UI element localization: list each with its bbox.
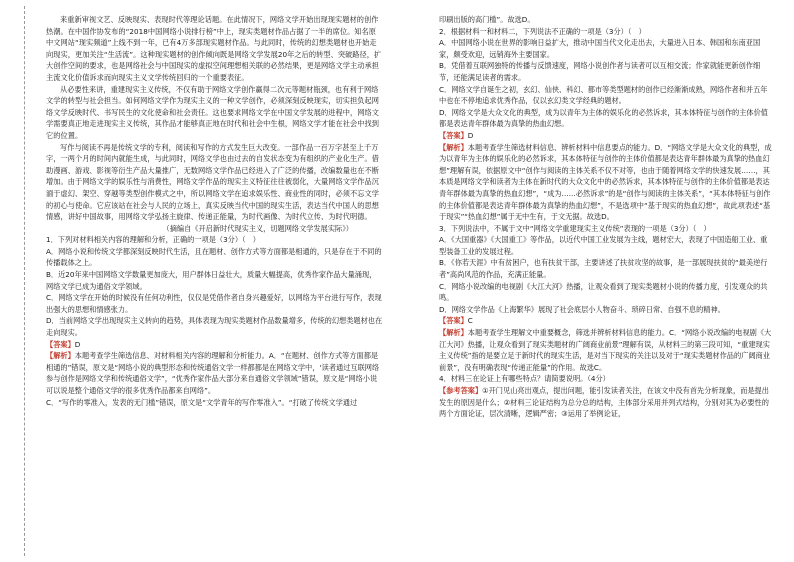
reference-answer-tag: 【参考答案】 [439, 386, 483, 395]
question-2-option-b: B．凭借着互联网独特的传播与反馈速度，网络小说创作者与读者可以互相交流；作家就能更新创作细节，还能满足读者的需求。 [439, 61, 761, 82]
question-3-explanation [439, 327, 772, 373]
explanation-text-1: 本题考查学生筛选信息、对材料相关内容的理解和分析能力。A．“在题材、创作方式等方面都是相通的”错误，原文是“网络小说的典型形态和传统通俗文学一样都都是在网络文学中，‘读者通过互联网络参与创作是网络文学和传统通俗文学”，“优秀作家作品大部分来自通俗文学领域”错误，原文是“网络小说可以说是整个通俗文学的很多优秀作品都来自网络”。 [46, 351, 380, 395]
question-3-option-d: D．网络文学作品《上海繁华》展现了社会底层小人物奋斗、琐碎日常、自强不息的精神。 [439, 304, 725, 314]
question-1-option-b: B．近20年来中国网络文学数量更加庞大，用户群体日益壮大，质量大幅提高，优秀作家作品大量涌现，网络文学已成为通俗文学领域。 [46, 270, 377, 291]
passage-paragraph-3: 写作与阅读不再是传统文学的专利，阅读和写作的方式发生巨大改变。一部作品一百万字甚至上千万字，一两个月的时间内就能生成，与此同时，网络文学也由过去的自发状态变为有组织的产业化生产。借助漫画、游戏、影视等衍生产品大量推广，无数网络文学作品已经进入了广泛的传播，改编数量也在不断增加。由于网络文学的娱乐性与消费性，网络文学作品的现实主义特征往往被弱化，大量网络文学作品沉湎于虚幻、架空、穿越等类型创作模式之中，所以网络文学在追求娱乐性、商业性的同时，必须不忘文学的初心与使命。它应该站在社会与人民的立场上，真实反映当代中国的现实生活，表达当代中国人的思想情感，讲好中国故事，用网络文学弘扬主旋律、传递正能量，为时代画像、为时代立传、为时代明德。 [46, 142, 379, 222]
explanation-text: 本题考查学生筛选材料信息、辨析材料中信息要点的能力。D．“网络文学是大众文化的典型，成为以青年为主体的娱乐化的必然诉求，其本体特征与创作的主体价值都是表达青年群体最为真挚的热血幻想”理解有误，依据原文中“创作与阅读的主体关系不仅不对等，也由于随着网络文学的快速发展……，其本质是网络文学和读者为主体在新时代的大众文化中的必然诉求，其本体特征与创作的主体价值都是表达青年群体最为真挚的热血幻想”，“成为……必然诉求”的是“创作与阅读的主体关系”，“其本体特征与创作的主体价值都是表达青年群体最为真挚的热血幻想”，不是选项中“基于现实的热血幻想”，故此项表述“基于现实”“热血幻想”属于无中生有，于文无据。故选D。 [439, 142, 772, 222]
question-1-explanation-cont: C．“写作的零准入，发表的无门槛”错误，原文是“文学青年的写作零准入”。“打破了传统文学通过 [46, 397, 358, 407]
question-2-option-c: C．网络文学自诞生之初，玄幻、仙侠、科幻、都市等类型题材的创作已经渐渐成熟，网络作者和并五年中也在不停地追求优秀作品，仅以玄幻类文学经典的题材。 [439, 84, 768, 106]
question-3-option-c: C．网络小说改编的电视剧《大江大河》热播，让观众看到了现实类题材小说的传播力度，引发观众的共鸣。 [439, 281, 768, 303]
question-2-option-d: D．网络文学是大众文化的典型，成为以青年为主体的娱乐化的必然诉求，其本体特征与创作的主体价值都是表达青年群体最为真挚的热血幻想。 [439, 107, 768, 129]
question-1-option-a: A．网络小说和传统文学都深刻反映时代生活，且在题材、创作方式等方面都是相通的，只是存在于不同的传播载体之上。 [46, 246, 382, 268]
question-1-answer [46, 339, 383, 351]
explanation-tag: 【解析】 [439, 142, 468, 152]
question-2-stem: 2．根据材料一和材料二，下列说法不正确的一项是（3分）（ ） [439, 26, 646, 36]
question-2-option-a: A．中国网络小说在世界的影响日益扩大，推动中国当代文化走出去，大量进入日本、韩国和东南亚国家，颇受欢迎，远销海外主要国家。 [439, 38, 761, 59]
answer-tag: 【答案】 [46, 339, 75, 349]
question-4-stem: 4．材料三在论证上有哪些特点？请简要说明。（4分） [439, 374, 610, 384]
answer-value: D [467, 130, 474, 140]
explanation-tag: 【解析】 [439, 328, 468, 338]
explanation-tag: 【解析】 [46, 351, 75, 361]
passage-paragraph-2: 从必要性来讲，重建现实主义传统，不仅有助于网络文学创作赢得二次元等题材瓶颈，也有利于网络文学的转型与社会担当。如何网络文学作为现实主义的一种文学创作，必须深刻反映现实，切实担负起网络文学反映时代、书写民生的文化使命和社会责任。这也要求网络文学在中国文学发展的进程中，网络文学需要真正地走进现实主义传统，其作品才能够真正地在时代和社会中生根，网络文学才能在社会中找到它的位置。 [46, 84, 379, 140]
question-3-option-b: B．《你若天涯》中有贫困户，也有扶贫干部，主要讲述了扶贫攻坚的故事，是一部展现扶贫的“最美逆行者”高尚风范的作品，充满正能量。 [439, 258, 768, 280]
question-2-explanation [439, 142, 772, 223]
reference-answer-text: ①开门见山亮出观点，提出问题，能引发读者关注，在该文中没有首先分析现象，而是提出发生的原因是什么；②材料三论证结构为总分总的结构，主体部分采用并列式结构，分别对其为必要性的两个方面论证，层次清晰，逻辑严密；③运用了举例论证， [439, 386, 769, 419]
question-1-option-d: D．当前网络文学出现现实主义转向的趋势，具体表现为现实类题材作品数量增多，传统的幻想类题材也在走向现实。 [46, 316, 383, 338]
question-1-explanation [46, 350, 383, 396]
passage-paragraph-1: 来重新审视文艺、反映现实、表现时代等理论话题。在此情况下，网络文学开始出现现实题材的创作热潮。在中国作协发布的“2018中国网络小说排行榜”中上，现实类题材作品占据了一半的席位。知名原中文网站“现实频道”上线不到一年，已有4万多部现实题材作品。与此同时，传统的幻想类题材也开始走向现实，更加关注“生活流”。这种现实题材的创作倾向既是网络文学发展20年之后的转型、突破路径，扩大创作空间的要求，也是网络社会与中国现实的虚拟空间理想相关联的必然结果，更是网络文学主动承担主流文化价值诉求而向现实主义文学传统回归的一个重要表征。 [46, 15, 382, 82]
question-3-stem: 3．下列说法中，不属于文中“网络文学重建现实主义传统”表现的一项是（3分）（ ） [439, 223, 711, 233]
question-4-answer [439, 385, 772, 420]
right-page [397, 0, 794, 562]
answer-tag: 【答案】 [439, 130, 468, 140]
answer-value: C [467, 316, 473, 326]
passage-source: （摘编自《开启新时代现实主义，切题网络文学发展实际》） [162, 223, 353, 233]
continued-line: 印刷出版的高门槛”。故选D。 [439, 15, 535, 24]
question-1-option-c: C．网络文学在开始的时候没有任何功利性，仅仅是凭借作者自身兴趣爱好，以网络为平台进行写作，表现出强大的思想和情感张力。 [46, 293, 382, 314]
explanation-text: 本题考查学生理解文中重要概念，筛选并辨析材料信息的能力。C．“网络小说改编的电视剧《大江大河》热播，让观众看到了现实类题材的广阔商业前景”理解有误，从材料三的第三段可知，“重建现实主义传统”指的是要立足于新时代的现实生活，是对当下现实的关注以及对于“现实类题材作品的广阔商业前景”，没有明确表现“传递正能量”的作用。故选C。 [439, 328, 772, 372]
binding-gutter [0, 0, 30, 562]
question-2-answer [439, 130, 772, 142]
question-3-answer [439, 315, 772, 327]
question-1-stem: 1．下列对材料相关内容的理解和分析，正确的一项是（3分）（ ） [46, 235, 260, 245]
answer-tag: 【答案】 [439, 316, 468, 326]
answer-value: D [74, 339, 81, 349]
question-3-option-a: A．《大国重器》《大国重工》等作品，以近代中国工业发展为主线，题材宏大，表现了中国造船工业、重型装备工业的发展过程。 [439, 235, 768, 256]
